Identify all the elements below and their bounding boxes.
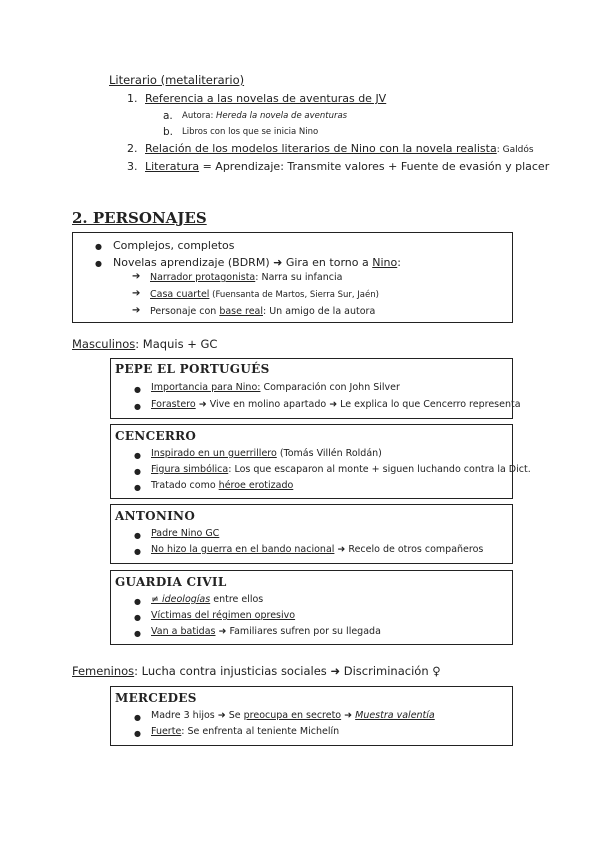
bullet-icon: ● [134, 729, 141, 738]
bullet-icon: ● [134, 597, 141, 606]
antonino-line-2 [151, 544, 483, 555]
line-link: Forastero [151, 399, 196, 410]
item-rest: = Aprendizaje: Transmite valores + Fuente de evasión y placer [199, 160, 550, 173]
personajes-bullet-1: Complejos, completos [113, 239, 235, 252]
sub-link: Casa cuartel [150, 289, 210, 300]
femeninos-label: Femeninos [72, 664, 135, 678]
literario-subitem-b: Libros con los que se inicia Nino [182, 127, 319, 137]
line-rest: ➜ Familiares sufren por su llegada [215, 626, 381, 637]
line-rest: Comparación con John Silver [260, 382, 400, 393]
mercedes-title: MERCEDES [115, 691, 197, 705]
cencerro-title: CENCERRO [115, 429, 197, 443]
subitem-label: Autora: [182, 111, 217, 121]
literario-item-1: Referencia a las novelas de aventuras de JV [145, 92, 387, 105]
line-link: Van a batidas [151, 626, 216, 637]
line-link-2: Muestra valentía [355, 710, 435, 721]
bullet-text: Novelas aprendizaje (BDRM) ➜ Gira en torno a [113, 256, 373, 269]
masculinos-label: Masculinos [72, 337, 136, 351]
line-link: Inspirado en un guerrillero [151, 448, 277, 459]
literario-subitem-a [182, 111, 347, 121]
line-link: héroe erotizado [218, 480, 294, 491]
list-letter: a. [163, 110, 173, 122]
line-rest: (Tomás Villén Roldán) [276, 448, 382, 459]
bullet-icon: ● [95, 259, 102, 268]
antonino-line-1: Padre Nino GC [151, 528, 220, 539]
line-rest: : Los que escaparon al monte + siguen luchando contra la Dict. [228, 464, 531, 475]
line-mid: ➜ [341, 710, 356, 721]
line-link: Importancia para Nino: [151, 382, 261, 393]
subitem-text: Hereda la novela de aventuras [216, 111, 348, 121]
bullet-icon: ● [134, 451, 141, 460]
guardia-line-2: Víctimas del régimen opresivo [151, 610, 296, 621]
item-suffix: : Galdós [496, 145, 534, 155]
list-number: 3. [127, 160, 138, 173]
guardia-title: GUARDIA CIVIL [115, 575, 227, 589]
femeninos-rest: : Lucha contra injusticias sociales ➜ Discriminación ♀ [134, 664, 441, 678]
personajes-bullet-2 [113, 256, 401, 269]
bullet-icon: ● [134, 613, 141, 622]
masculinos-rest: : Maquis + GC [135, 337, 218, 351]
sub-rest: (Fuensanta de Martos, Sierra Sur, Jaén) [209, 290, 379, 300]
personajes-sub-3 [150, 306, 375, 317]
line-rest: ➜ Recelo de otros compañeros [334, 544, 484, 555]
arrow-icon: ➔ [132, 271, 141, 282]
personajes-sub-2 [150, 289, 379, 300]
line-link: preocupa en secreto [243, 710, 342, 721]
line-link: Figura simbólica [151, 464, 229, 475]
line-rest: entre ellos [210, 594, 264, 605]
personajes-sub-1 [150, 272, 342, 283]
arrow-icon: ➔ [132, 288, 141, 299]
cencerro-line-1 [151, 448, 382, 459]
cencerro-line-2 [151, 464, 531, 475]
guardia-line-1 [151, 594, 263, 605]
item-link: Literatura [145, 160, 200, 173]
line-link: ≠ ideologías [151, 594, 211, 605]
bullet-icon: ● [134, 531, 141, 540]
literario-heading: Literario (metaliterario) [109, 73, 245, 87]
masculinos-heading [72, 337, 217, 351]
line-rest: ➜ Vive en molino apartado ➜ Le explica lo que Cencerro representa [195, 399, 521, 410]
literario-item-3 [145, 160, 549, 173]
sub-link: base real [219, 306, 263, 317]
cencerro-line-3 [151, 480, 293, 491]
bullet-icon: ● [134, 547, 141, 556]
mercedes-line-1 [151, 710, 435, 721]
bullet-icon: ● [134, 385, 141, 394]
guardia-line-3 [151, 626, 381, 637]
personajes-heading: 2. PERSONAJES [72, 209, 207, 227]
line-link: Fuerte [151, 726, 182, 737]
arrow-icon: ➔ [132, 305, 141, 316]
bullet-post: : [397, 256, 401, 269]
sub-link: Narrador protagonista [150, 272, 256, 283]
list-number: 1. [127, 92, 138, 105]
sub-rest: : Un amigo de la autora [263, 306, 376, 317]
mercedes-line-2 [151, 726, 339, 737]
line-pre: Madre 3 hijos ➜ Se [151, 710, 244, 721]
bullet-icon: ● [134, 713, 141, 722]
bullet-icon: ● [134, 402, 141, 411]
pepe-line-1 [151, 382, 400, 393]
line-pre: Tratado como [151, 480, 219, 491]
bullet-icon: ● [134, 467, 141, 476]
list-number: 2. [127, 142, 138, 155]
pepe-line-2 [151, 399, 521, 410]
bullet-icon: ● [134, 629, 141, 638]
list-letter: b. [163, 126, 174, 138]
antonino-title: ANTONINO [115, 509, 196, 523]
bullet-icon: ● [134, 483, 141, 492]
item-link: Relación de los modelos literarios de Nino con la novela realista [145, 142, 497, 155]
sub-rest: : Narra su infancia [255, 272, 343, 283]
literario-item-2 [145, 142, 534, 155]
line-link: No hizo la guerra en el bando nacional [151, 544, 335, 555]
line-rest: : Se enfrenta al teniente Michelín [181, 726, 340, 737]
bullet-link: Nino [372, 256, 398, 269]
bullet-icon: ● [95, 242, 102, 251]
sub-pre: Personaje con [150, 306, 220, 317]
femeninos-heading [72, 664, 441, 678]
pepe-title: PEPE EL PORTUGUÉS [115, 362, 270, 376]
